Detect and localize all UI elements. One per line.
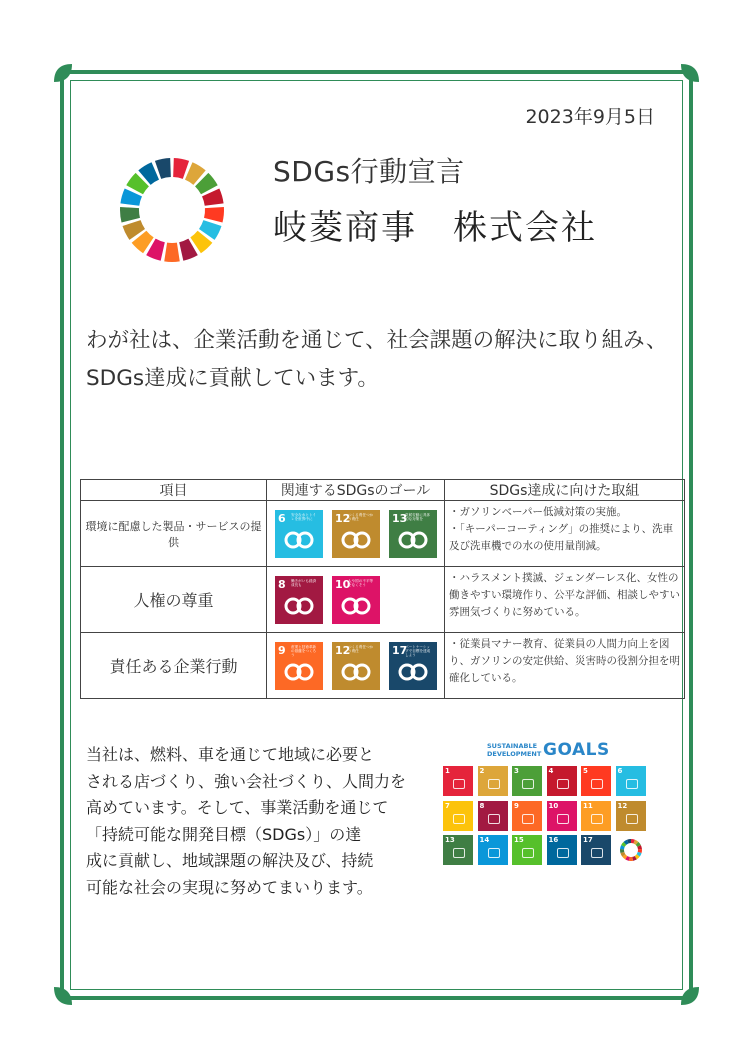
goal-caption: つくる責任つかう責任 bbox=[348, 512, 374, 521]
sdg-grid-goal-8-icon bbox=[478, 801, 508, 831]
corner-leaf-icon bbox=[52, 62, 74, 84]
goal-number: 12 bbox=[335, 643, 351, 657]
wheel-segment bbox=[120, 207, 140, 222]
goal-number: 12 bbox=[335, 511, 351, 525]
closing-line: 高めています。そして、事業活動を通じて bbox=[86, 798, 389, 817]
sdg-goals-table bbox=[80, 479, 685, 699]
grid-goal-symbol bbox=[626, 814, 638, 824]
grid-goal-number: 17 bbox=[583, 836, 593, 844]
sdg-grid-goal-3-icon bbox=[512, 766, 542, 796]
closing-line: 当社は、燃料、車を通じて地域に必要と bbox=[86, 745, 375, 764]
column-header: 関連するSDGsのゴール bbox=[267, 480, 445, 501]
goal-number: 10 bbox=[335, 577, 351, 591]
action-text: ・従業員マナー教育、従業員の人間力向上を図り、ガソリンの安定供給、災害時の役割分担を明確化している。 bbox=[449, 638, 680, 684]
sdg-wheel-small-icon bbox=[616, 835, 646, 865]
grid-goal-symbol bbox=[522, 848, 534, 858]
goal-caption: 安全な水とトイレを世界中に bbox=[291, 512, 316, 521]
sdg-grid-goal-5-icon bbox=[581, 766, 611, 796]
sdg-logo-line: SUSTAINABLE bbox=[487, 742, 538, 750]
goal-symbol-icon bbox=[283, 658, 315, 686]
goal-symbol-icon bbox=[283, 526, 315, 554]
corner-leaf-icon bbox=[679, 985, 701, 1007]
grid-goal-symbol bbox=[488, 848, 500, 858]
goals-cell bbox=[267, 501, 445, 567]
grid-goal-number: 16 bbox=[548, 836, 559, 844]
grid-goal-symbol bbox=[488, 779, 500, 789]
goal-caption: つくる責任つかう責任 bbox=[348, 644, 374, 653]
sdg-goal-8-icon bbox=[275, 576, 323, 624]
goal-icons bbox=[267, 510, 444, 558]
grid-goal-number: 12 bbox=[617, 801, 628, 810]
closing-line: 可能な社会の実現に努めてまいります。 bbox=[86, 877, 373, 897]
sdg-logo-goals: GOALS bbox=[543, 740, 610, 760]
table-row bbox=[81, 501, 685, 567]
grid-goal-number: 14 bbox=[479, 836, 490, 844]
grid-goal-number: 8 bbox=[479, 801, 485, 810]
goal-caption: 産業と技術革新の基盤をつくろう bbox=[291, 644, 317, 657]
sdg-grid-goal-11-icon bbox=[581, 801, 611, 831]
goal-icons bbox=[267, 576, 444, 624]
grid-goal-symbol bbox=[591, 814, 603, 824]
corner-leaf-icon bbox=[52, 985, 74, 1007]
table-header-row bbox=[81, 480, 685, 501]
sdg-goal-13-icon bbox=[389, 510, 437, 558]
small-wheel bbox=[616, 835, 646, 865]
goal-symbol-icon bbox=[340, 526, 372, 554]
goal-number: 13 bbox=[392, 511, 408, 525]
closing-statement bbox=[86, 742, 416, 901]
item-cell: 人権の尊重 bbox=[81, 567, 267, 633]
sdg-goal-12-icon bbox=[332, 642, 380, 690]
goal-symbol-icon bbox=[283, 592, 315, 620]
action-text: ・「キーパーコーティング」の推奨により、洗車及び洗車機での水の使用量削減。 bbox=[449, 523, 674, 552]
goals-cell bbox=[267, 633, 445, 699]
grid-goal-number: 4 bbox=[548, 767, 554, 775]
item-cell: 環境に配慮した製品・サービスの提供 bbox=[81, 501, 267, 567]
action-text: ・ガソリンベーパー低減対策の実施。 bbox=[449, 506, 627, 518]
goal-symbol-icon bbox=[340, 592, 372, 620]
goal-caption: 働きがいも経済成長も bbox=[291, 578, 317, 587]
grid-goal-number: 2 bbox=[479, 767, 485, 775]
sdg-wheel-icon bbox=[118, 156, 226, 264]
grid-goal-symbol bbox=[557, 814, 569, 824]
grid-goal-symbol bbox=[626, 779, 638, 789]
sdg-grid-goal-6-icon bbox=[616, 766, 646, 796]
goal-number: 8 bbox=[278, 577, 286, 591]
sdg-grid-goal-10-icon bbox=[547, 801, 577, 831]
goal-icons bbox=[267, 642, 444, 690]
actions-cell bbox=[445, 633, 685, 699]
lead-line: SDGs達成に貢献しています。 bbox=[86, 366, 379, 391]
lead-line: わが社は、企業活動を通じて、社会課題の解決に取り組み、 bbox=[86, 328, 668, 353]
sdg-goal-9-icon bbox=[275, 642, 323, 690]
grid-goal-symbol bbox=[453, 848, 465, 858]
closing-line: 「持続可能な開発目標（SDGs）」の達 bbox=[86, 824, 362, 844]
sdg-grid-goal-14-icon bbox=[478, 835, 508, 865]
sdg-grid-goal-15-icon bbox=[512, 835, 542, 865]
grid-goal-symbol bbox=[591, 848, 603, 858]
goals-cell bbox=[267, 567, 445, 633]
closing-line: 成に貢献し、地域課題の解決及び、持続 bbox=[86, 851, 374, 870]
goal-caption: 気候変動に具体的な対策を bbox=[405, 512, 431, 521]
sdg-logo-subtitle bbox=[487, 743, 541, 758]
sdg-goal-6-icon bbox=[275, 510, 323, 558]
goal-symbol-icon bbox=[397, 526, 429, 554]
declaration-date: 2023年9月5日 bbox=[525, 106, 655, 128]
grid-goal-number: 11 bbox=[583, 801, 593, 810]
grid-goal-number: 1 bbox=[445, 767, 450, 775]
goal-caption: 人や国の不平等をなくそう bbox=[348, 578, 374, 587]
grid-goal-symbol bbox=[522, 779, 534, 789]
sdg-logo-line: DEVELOPMENT bbox=[487, 749, 542, 758]
table-row bbox=[81, 633, 685, 699]
grid-goal-number: 15 bbox=[514, 836, 524, 844]
grid-goal-symbol bbox=[488, 814, 500, 824]
grid-goal-number: 7 bbox=[445, 801, 450, 810]
action-text: ・ハラスメント撲滅、ジェンダーレス化、女性の働きやすい環境作り、公平な評価、相談しやすい雰囲気づくりに努めている。 bbox=[449, 572, 680, 618]
sdg-grid-goal-4-icon bbox=[547, 766, 577, 796]
wheel-segment bbox=[204, 207, 224, 222]
column-header: SDGs達成に向けた取組 bbox=[445, 480, 685, 501]
actions-cell bbox=[445, 567, 685, 633]
sdg-grid-goal-2-icon bbox=[478, 766, 508, 796]
goal-symbol-icon bbox=[397, 658, 429, 686]
page-title: SDGs行動宣言 bbox=[273, 155, 465, 188]
grid-goal-number: 5 bbox=[583, 767, 588, 775]
grid-goal-number: 9 bbox=[514, 801, 519, 810]
sdg-logo bbox=[487, 742, 637, 762]
sdg-grid-goal-7-icon bbox=[443, 801, 473, 831]
grid-goal-number: 13 bbox=[445, 836, 455, 844]
sdg-goal-17-icon bbox=[389, 642, 437, 690]
closing-line: される店づくり、強い会社づくり、人間力を bbox=[86, 771, 407, 791]
lead-statement bbox=[86, 322, 686, 398]
sdg-goal-12-icon bbox=[332, 510, 380, 558]
actions-cell bbox=[445, 501, 685, 567]
grid-goal-symbol bbox=[453, 779, 465, 789]
sdg-grid-goal-9-icon bbox=[512, 801, 542, 831]
goal-symbol-icon bbox=[340, 658, 372, 686]
sdg-goal-10-icon bbox=[332, 576, 380, 624]
goal-number: 17 bbox=[392, 643, 408, 657]
item-cell: 責任ある企業行動 bbox=[81, 633, 267, 699]
goal-number: 6 bbox=[278, 511, 286, 525]
grid-goal-symbol bbox=[557, 848, 569, 858]
grid-goal-number: 10 bbox=[548, 801, 559, 810]
sdg-grid-goal-13-icon bbox=[443, 835, 473, 865]
sdg-grid-goal-17-icon bbox=[581, 835, 611, 865]
wheel-segment bbox=[164, 243, 180, 262]
grid-goal-symbol bbox=[591, 779, 603, 789]
grid-goal-symbol bbox=[557, 779, 569, 789]
grid-goal-number: 3 bbox=[514, 767, 519, 775]
sdg-grid-goal-12-icon bbox=[616, 801, 646, 831]
corner-leaf-icon bbox=[679, 62, 701, 84]
goal-number: 9 bbox=[278, 643, 286, 657]
table-row bbox=[81, 567, 685, 633]
grid-goal-number: 6 bbox=[617, 767, 623, 775]
goal-caption: パートナーシップで目標を達成しよう bbox=[405, 644, 431, 657]
sdg-grid-goal-1-icon bbox=[443, 766, 473, 796]
sdg-grid-goal-16-icon bbox=[547, 835, 577, 865]
grid-goal-symbol bbox=[522, 814, 534, 824]
column-header: 項目 bbox=[81, 480, 267, 501]
company-name: 岐菱商事 株式会社 bbox=[273, 208, 597, 248]
grid-goal-symbol bbox=[453, 814, 465, 824]
